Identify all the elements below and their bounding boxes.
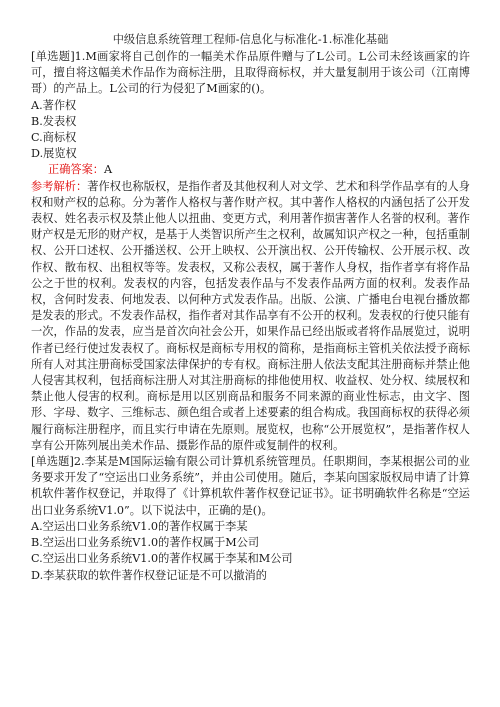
question-1 (31, 49, 470, 454)
option-a: A.空运出口业务系统V1.0的著作权属于李某 (31, 519, 248, 533)
option-c: C.商标权 (31, 131, 77, 145)
option-a: A.著作权 (31, 98, 77, 112)
option-b: B.发表权 (31, 114, 77, 128)
question-stem: [单选题]1.M画家将自己创作的一幅美术作品原件赠与了L公司。L公司未经该画家的许可，擅自将这幅美术作品作为商标注册，且取得商标权，并大量复制用于该公司（江南博哥）的产品上。L公司的行为侵犯了M画家的()。 (31, 50, 470, 96)
analysis (31, 179, 470, 454)
option-d: D.展览权 (31, 147, 77, 161)
analysis-text: 著作权也称版权，是指作者及其他权利人对文学、艺术和科学作品享有的人身权和财产权的总称。分为著作人格权与著作财产权。其中著作人格权的内涵包括了公开发表权、姓名表示权及禁止他人以扭曲、变更方式，利用著作损害著作人名誉的权利。著作财产权是无形的财产权，是基于人类智识所产生之权利，故属知识产权之一种，包括重制权、公开口述权、公开播送权、公开上映权、公开演出权、公开传输权、公开展示权、改作权、散布权、出租权等等。发表权，又称公表权，属于著作人身权，指作者享有将作品公之于世的权利。发表权的内容，包括发表作品与不发表作品两方面的权利。发表作品权，含何时发表、何地发表、以何种方式发表作品。出版、公演、广播电台电视台播放都是发表的形式。不发表作品权，指作者对其作品享有不公开的权利。发表权的行使只能有一次，作品的发表，应当是首次向社会公开，如果作品已经出版或者将作品展览过，说明作者已经行使过发表权了。商标权是商标专用权的简称，是指商标主管机关依法授予商标所有人对其注册商标受国家法律保护的专有权。商标注册人依法支配其注册商标并禁止他人侵害其权利，包括商标注册人对其注册商标的排他使用权、收益权、处分权、续展权和禁止他人侵害的权利。商标是用以区别商品和服务不同来源的商业性标志，由文字、图形、字母、数字、三维标志、颜色组合或者上述要素的组合构成。我国商标权的获得必须履行商标注册程序，而且实行申请在先原则。展览权，也称“公开展览权”，是指著作权人享有公开陈列展出美术作品、摄影作品的原件或复制件的权利。 (31, 179, 470, 452)
analysis-label: 参考解析： (31, 179, 88, 193)
question-2 (31, 454, 470, 584)
correct-answer-label: 正确答案： (48, 163, 104, 177)
document-title: 中级信息系统管理工程师-信息化与标准化-1.标准化基础 (112, 33, 389, 46)
option-c: C.空运出口业务系统V1.0的著作权属于李某和M公司 (31, 552, 293, 566)
correct-answer (48, 162, 470, 178)
option-d: D.李某获取的软件著作权登记证是不可以撤消的 (31, 568, 267, 582)
correct-answer-value: A (103, 163, 113, 177)
question-stem: [单选题]2.李某是M国际运输有限公司计算机系统管理员。任职期间，李某根据公司的业务要求开发了“空运出口业务系统”，并由公司使用。随后，李某向国家版权局申请了计算机软件著作权登记，并取得了《计算机软件著作权登记证书》。证书明确软件名称是“空运出口业务系统V1.0”。以下说法中，正确的是()。 (31, 455, 470, 517)
option-b: B.空运出口业务系统V1.0的著作权属于M公司 (31, 536, 260, 550)
